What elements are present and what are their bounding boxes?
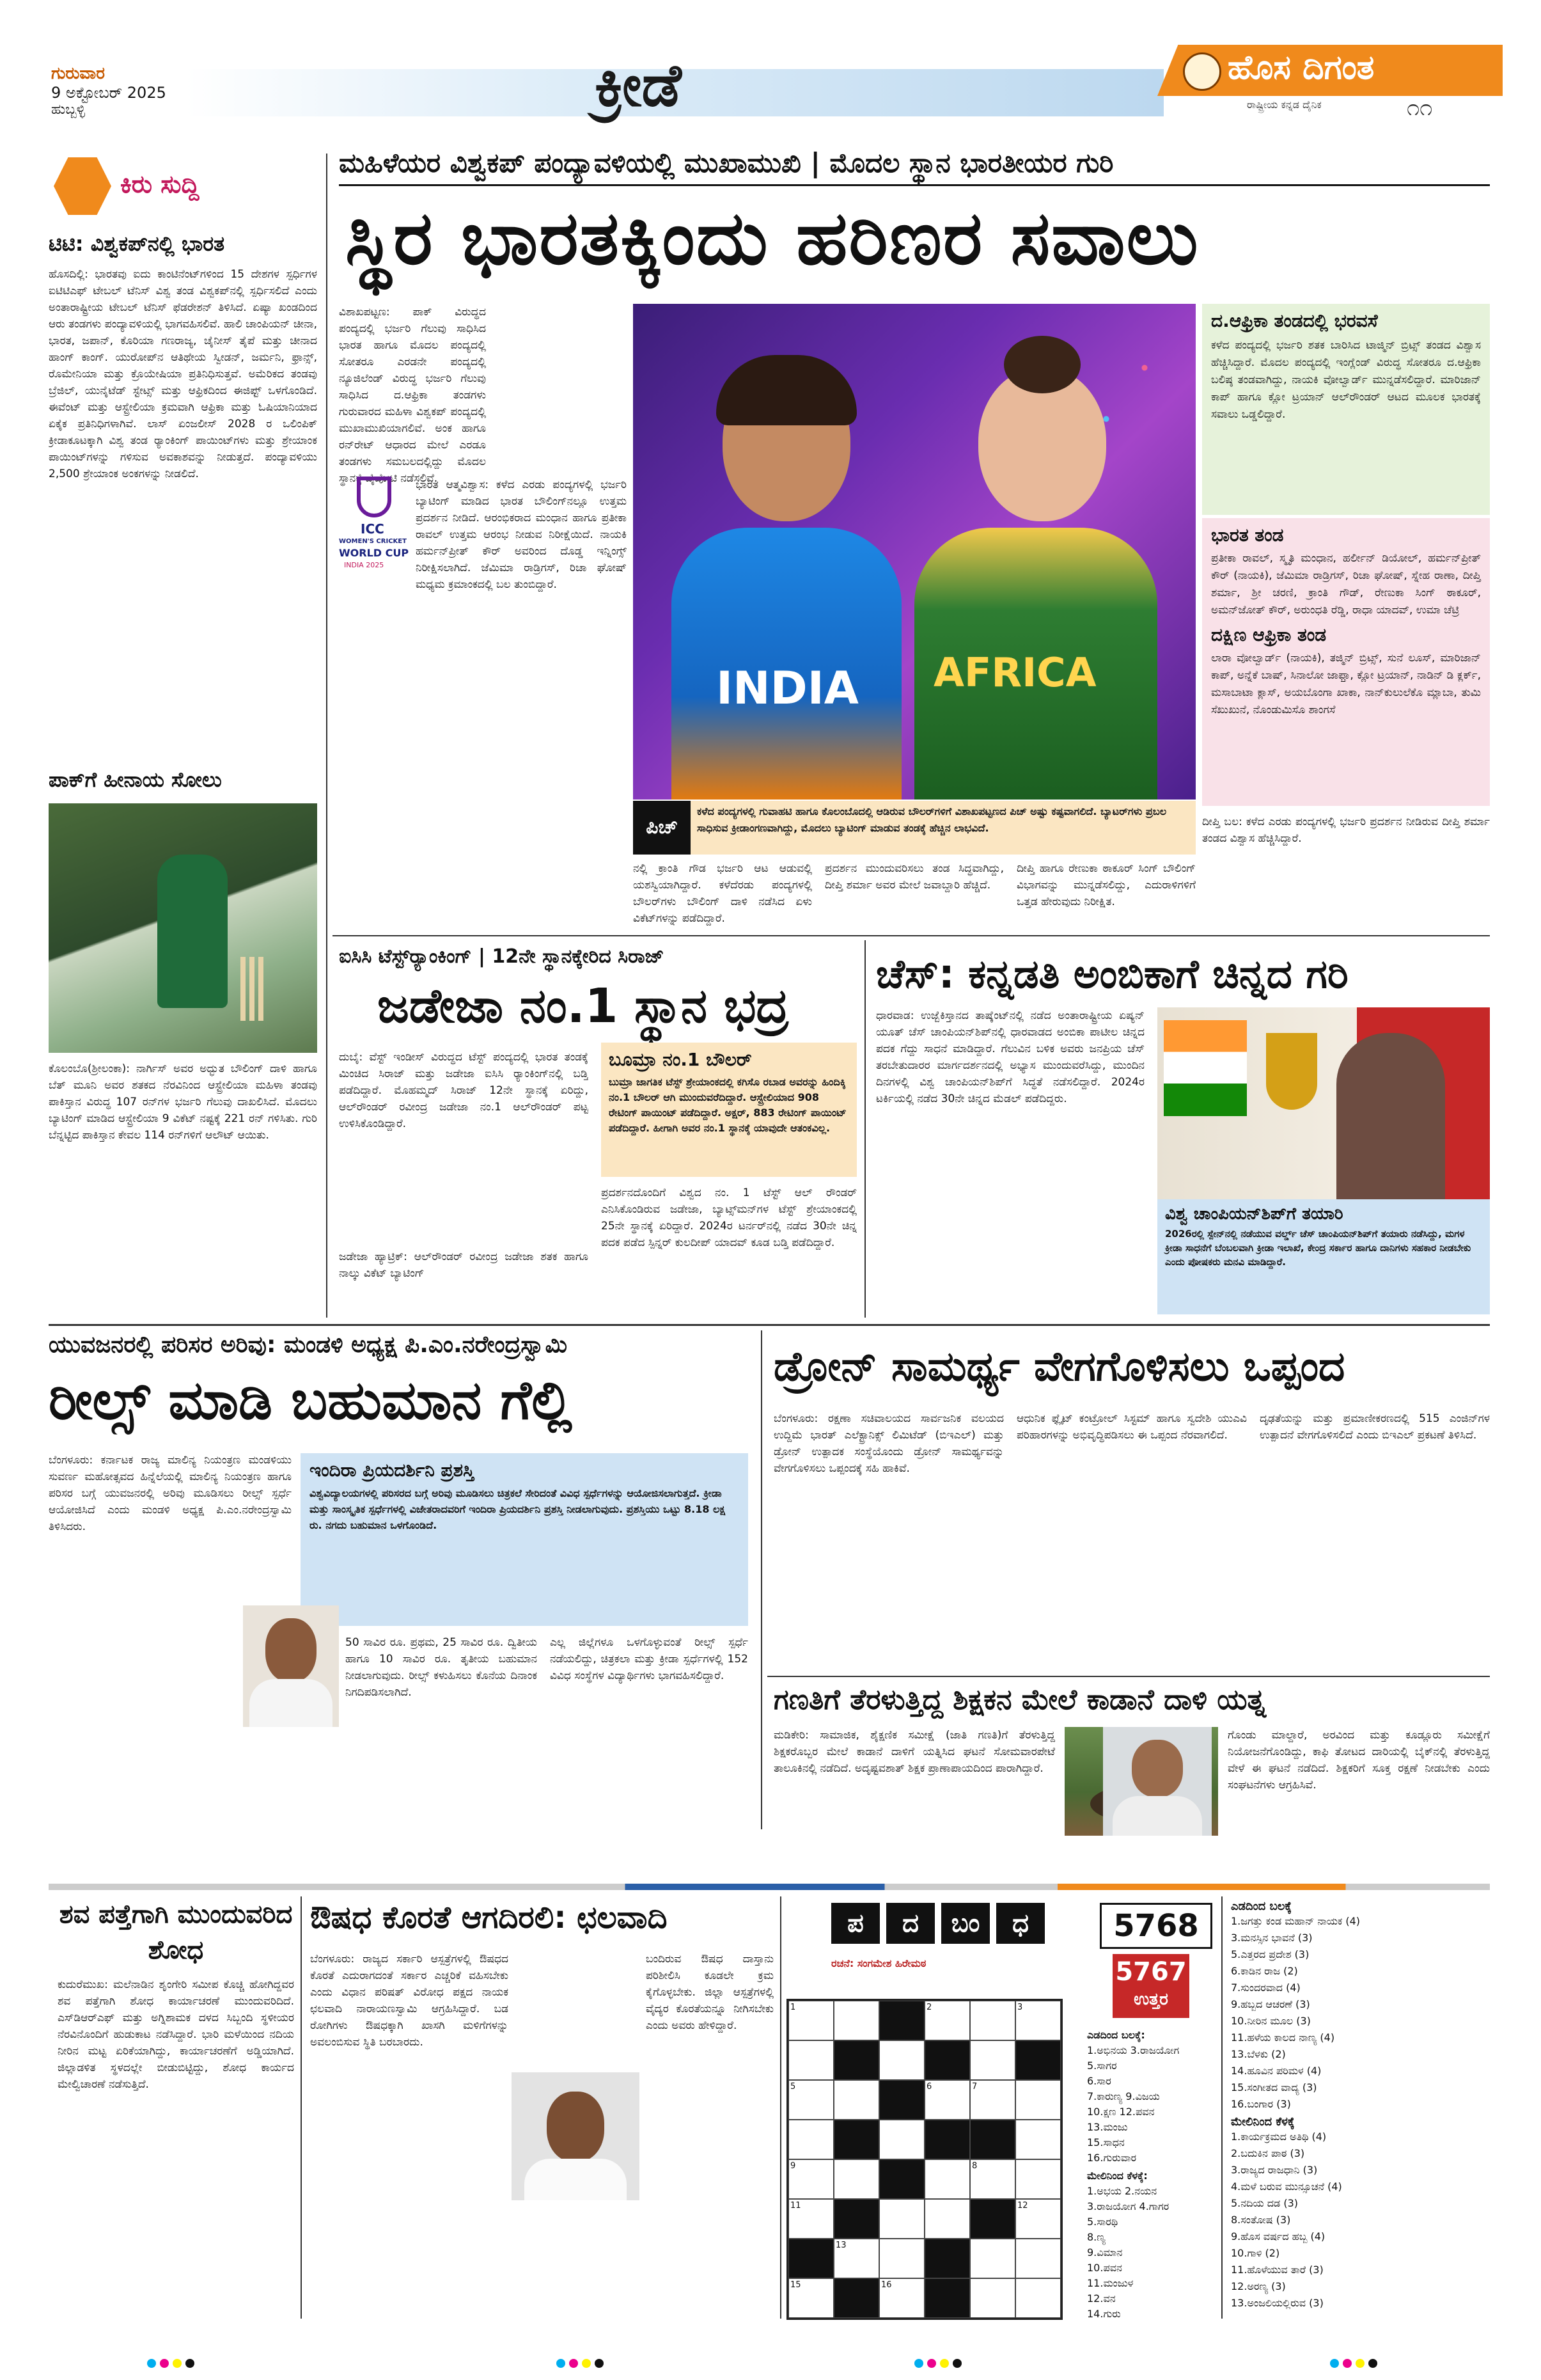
column-divider-5 (780, 1896, 781, 2319)
clue-item: 12.ಅರಣ್ಯ (3) (1231, 2280, 1286, 2292)
caption-text: ಕಳೆದ ಪಂದ್ಯಗಳಲ್ಲಿ ಗುವಾಹಟಿ ಹಾಗೂ ಕೊಲಂಬೊದಲ್ಲಿ ಆಡಿರುವ ಬೌಲರ್‌ಗಳಿಗೆ ವಿಶಾಖಪಟ್ಟಣದ ಪಿಚ್ ಅಷ್ಟು ಕಷ್ಟವಾಗಲಿದೆ. ಬ್ಯಾಟರ್‌ಗಳು ಪ್ರಬಲ ಸಾಧಿಸುವ ಕ್ರೀಡಾಂಗಣವಾಗಿದ್ದು, ಮೊದಲು ಬ್ಯಾಟಿಂಗ್ ಮಾಡುವ ತಂಡಕ್ಕೆ ಹೆಚ್ಚಿನ ಲಾಭವಿದೆ. (697, 805, 1167, 834)
crossword-cell[interactable]: 9 (788, 2159, 834, 2199)
teacher-headline: ಗಣತಿಗೆ ತೆರಳುತ್ತಿದ್ದ ಶಿಕ್ಷಕನ ಮೇಲೆ ಕಾಡಾನೆ ದಾಳಿ ಯತ್ನ (774, 1683, 1266, 1716)
reg-dot (914, 2359, 923, 2368)
clue-item: 14.ಹೂವಿನ ಪರಿಮಳ (4) (1231, 2065, 1322, 2077)
reg-dot (147, 2359, 156, 2368)
clue-item: 7.ಸುಂದರವಾದ (4) (1231, 1982, 1301, 1994)
medicine-body1: ಬೆಂಗಳೂರು: ರಾಜ್ಯದ ಸರ್ಕಾರಿ ಆಸ್ಪತ್ರೆಗಳಲ್ಲಿ ಔಷಧದ ಕೊರತೆ ಎದುರಾಗದಂತೆ ಸರ್ಕಾರ ಎಚ್ಚರಿಕೆ ವಹಿಸಬೇಕು ಎಂದು ವಿಧಾನ ಪರಿಷತ್ ವಿರೋಧ ಪಕ್ಷದ ನಾಯಕ ಛಲವಾದಿ ನಾರಾಯಣಸ್ವಾಮಿ ಆಗ್ರಹಿಸಿದ್ದಾರೆ. ಬಡ ರೋಗಿಗಳು ಔಷಧಕ್ಕಾಗಿ ಖಾಸಗಿ ಮಳಿಗೆಗಳನ್ನು ಅವಲಂಬಿಸುವ ಸ್ಥಿತಿ ಬರಬಾರದು. (310, 1953, 508, 2049)
clue-item: 13.ಅಂಜಲಿಯಲ್ಲಿರುವ (3) (1231, 2297, 1324, 2309)
crossword-block (1015, 2040, 1061, 2080)
answers-across-list (1087, 2043, 1215, 2166)
crossword-cell[interactable] (788, 2040, 834, 2080)
hand-icon (54, 157, 111, 215)
kiru-suddi-label: ಕಿರು ಸುದ್ದಿ (120, 170, 199, 198)
clue-item: 1.ಜಗತ್ತು ಕಂಡ ಮಹಾನ್ ನಾಯಕ (4) (1231, 1915, 1361, 1927)
crossword-cell[interactable] (879, 2239, 925, 2278)
chess-photo-caption: 2026ರಲ್ಲಿ ಸ್ಪೇನ್‌ನಲ್ಲಿ ನಡೆಯುವ ವರ್ಲ್ಡ್ ಚೆಸ್ ಚಾಂಪಿಯನ್‌ಶಿಪ್‌ಗೆ ತಯಾರು ನಡೆಸಿದ್ದು, ಮಗಳ ಕ್ರೀಡಾ ಸಾಧನೆಗೆ ಬೆಂಬಲವಾಗಿ ಕ್ರೀಡಾ ಇಲಾಖೆ, ಕೇಂದ್ರ ಸರ್ಕಾರ ಹಾಗೂ ದಾನಿಗಳು ಸಹಕಾರ ನೀಡಬೇಕು ಎಂದು ಪೋಷಕರು ಮನವಿ ಮಾಡಿದ್ದಾರೆ. (1165, 1228, 1471, 1268)
column-divider-2 (864, 940, 866, 1318)
drone-headline: ಡ್ರೋನ್ ಸಾಮರ್ಥ್ಯ ವೇಗಗೊಳಿಸಲು ಒಪ್ಪಂದ (774, 1343, 1345, 1391)
box-sa2-title: ದಕ್ಷಿಣ ಆಫ್ರಿಕಾ ತಂಡ (1211, 624, 1327, 645)
sa-jersey-text: AFRICA (934, 649, 1097, 696)
tt-headline: ಟಿಟಿ: ವಿಶ್ವಕಪ್‌ನಲ್ಲಿ ಭಾರತ (49, 232, 225, 256)
across-heading: ಎಡದಿಂದ ಬಲಕ್ಕೆ (1231, 1900, 1292, 1913)
column-divider-3 (761, 1330, 762, 1829)
answers-block (1087, 2028, 1215, 2322)
crossword-cell[interactable]: 5 (788, 2080, 834, 2120)
clues-block (1231, 1900, 1490, 2322)
masthead-date: 9 ಅಕ್ಟೋಬರ್ 2025 (51, 84, 166, 102)
bumrah-box (601, 1043, 857, 1177)
crossword-cell[interactable]: 3 (1015, 2001, 1061, 2040)
lead-kicker: ಮಹಿಳೆಯರ ವಿಶ್ವಕಪ್ ಪಂದ್ಯಾವಳಿಯಲ್ಲಿ ಮುಖಾಮುಖಿ | ಮೊದಲ ಸ್ಥಾನ ಭಾರತೀಯರ ಗುರಿ (339, 147, 1490, 186)
bumrah-box-body: ಬುಮ್ರಾ ಜಾಗತಿಕ ಟೆಸ್ಟ್ ಶ್ರೇಯಾಂಕದಲ್ಲಿ ಕಗಿಸೊ ರಬಾಡ ಅವರನ್ನು ಹಿಂದಿಕ್ಕಿ ನಂ.1 ಬೌಲರ್ ಆಗಿ ಮುಂದುವರೆದಿದ್ದಾರೆ. ಆಸ್ಟ್ರೇಲಿಯಾದ 908 ರೇಟಿಂಗ್ ಪಾಯಿಂಟ್ ಪಡೆದಿದ್ದಾರೆ. ಅಕ್ಷರ್, 883 ರೇಟಿಂಗ್ ಪಾಯಿಂಟ್ ಪಡೆದಿದ್ದಾರೆ. ಹೀಗಾಗಿ ಅವರ ನಂ.1 ಸ್ಥಾನಕ್ಕೆ ಯಾವುದೇ ಆತಂಕವಿಲ್ಲ. (609, 1076, 847, 1134)
answers-across-heading: ಎಡದಿಂದ ಬಲಕ್ಕೆ: (1087, 2029, 1145, 2041)
indira-box-body: ವಿಶ್ವವಿದ್ಯಾಲಯಗಳಲ್ಲಿ ಪರಿಸರದ ಬಗ್ಗೆ ಅರಿವು ಮೂಡಿಸಲು ಚಿತ್ರಕಲೆ ಸೇರಿದಂತೆ ವಿವಿಧ ಸ್ಪರ್ಧೆಗಳನ್ನು ಆಯೋಜಿಸಲಾಗುತ್ತದೆ. ಕ್ರೀಡಾ ಮತ್ತು ಸಾಂಸ್ಕೃತಿಕ ಸ್ಪರ್ಧೆಗಳಲ್ಲಿ ವಿಜೇತರಾದವರಿಗೆ ಇಂದಿರಾ ಪ್ರಿಯದರ್ಶಿನಿ ಪ್ರಶಸ್ತಿ ನೀಡಲಾಗುವುದು. ಪ್ರಶಸ್ತಿಯು ಒಟ್ಟು 8.18 ಲಕ್ಷ ರು. ನಗದು ಬಹುಮಾನ ಒಳಗೊಂಡಿದೆ. (309, 1487, 726, 1531)
clue-item: 12.ವನ (1087, 2292, 1116, 2305)
logo-india: INDIA 2025 (344, 561, 384, 569)
indian-flag (1164, 1020, 1247, 1116)
clue-item: 10.ನೀರಿನ ಮೂಲ (3) (1231, 2015, 1311, 2027)
drone-body3: ದೃಢತೆಯನ್ನು ಮತ್ತು ಪ್ರಮಾಣೀಕರಣದಲ್ಲಿ 515 ಎಂಜಿನ್‌ಗಳ ಉತ್ಪಾದನೆ ವೇಗಗೊಳಿಸಲಿದೆ ಎಂದು ಬಿಇಎಲ್ ಪ್ರಕಟಣೆ ತಿಳಿಸಿದೆ. (1260, 1412, 1490, 1442)
hr-drone (767, 1676, 1490, 1677)
reg-dot (173, 2359, 182, 2368)
down-clues (1231, 2129, 1490, 2312)
puzzle-title-cell: ಧ (996, 1903, 1045, 1944)
reels-body1: ಬೆಂಗಳೂರು: ಕರ್ನಾಟಕ ರಾಜ್ಯ ಮಾಲಿನ್ಯ ನಿಯಂತ್ರಣ ಮಂಡಳಿಯು ಸುವರ್ಣ ಮಹೋತ್ಸವದ ಹಿನ್ನೆಲೆಯಲ್ಲಿ ಮಾಲಿನ್ಯ ನಿಯಂತ್ರಣ ಹಾಗೂ ಪರಿಸರ ಬಗ್ಗೆ ಯುವಜನರಲ್ಲಿ ಅರಿವು ಮೂಡಿಸಲು ರೀಲ್ಸ್ ಸ್ಪರ್ಧೆ ಆಯೋಜಿಸಿದೆ ಎಂದು ಮಂಡಳಿ ಅಧ್ಯಕ್ಷ ಪಿ.ಎಂ.ನರೇಂದ್ರಸ್ವಾಮಿ ತಿಳಿಸಿದರು. (49, 1454, 292, 1533)
stumps (240, 957, 266, 1021)
answers-down-heading: ಮೇಲಿನಿಂದ ಕೆಳಕ್ಕೆ: (1087, 2170, 1148, 2182)
clue-item: 6.ಸಾರ (1087, 2075, 1111, 2087)
medicine-body2: ಬಂದಿರುವ ಔಷಧ ದಾಸ್ತಾನು ಪರಿಶೀಲಿಸಿ ಕೂಡಲೇ ಕ್ರಮ ಕೈಗೊಳ್ಳಬೇಕು. ಜಿಲ್ಲಾ ಆಸ್ಪತ್ರೆಗಳಲ್ಲಿ ವೈದ್ಯರ ಕೊರತೆಯನ್ನೂ ನೀಗಿಸಬೇಕು ಎಂದು ಅವರು ಹೇಳಿದ್ದಾರೆ. (646, 1953, 774, 2032)
clue-item: 3.ರಾಜ್ಯದ ರಾಜಧಾನಿ (3) (1231, 2164, 1318, 2176)
shirt (249, 1679, 332, 1727)
clue-item: 1.ಅಭಿನಯ 3.ರಾಜಯೋಗ (1087, 2044, 1180, 2056)
narendraswamy-photo (243, 1605, 339, 1727)
reg-dot (595, 2359, 604, 2368)
crossword-cell[interactable] (834, 2001, 879, 2040)
chess-headline: ಚೆಸ್: ಕನ್ನಡತಿ ಅಂಬಿಕಾಗೆ ಚಿನ್ನದ ಗರಿ (876, 950, 1349, 997)
crossword-cell[interactable]: 12 (1015, 2199, 1061, 2239)
crossword-cell[interactable] (1015, 2120, 1061, 2159)
clue-item: 1.ಕಾರ್ಯಕ್ರಮದ ಅತಿಥಿ (4) (1231, 2131, 1327, 2143)
lead-body-col5: ದೀಪ್ತಿ ಹಾಗೂ ರೇಣುಕಾ ಠಾಕೂರ್ ಸಿಂಗ್ ಬೌಲಿಂಗ್ ವಿಭಾಗವನ್ನು ಮುನ್ನಡೆಸಲಿದ್ದು, ಎದುರಾಳಿಗಳಿಗೆ ಒತ್ತಡ ಹೇರುವುದು ನಿರೀಕ್ಷಿತ. (1017, 862, 1196, 908)
clue-item: 11.ಹಳೆಯ ಕಾಲದ ನಾಣ್ಯ (4) (1231, 2031, 1335, 2044)
india-jersey-text: INDIA (716, 662, 859, 714)
clue-item: 13.ಬೆಳಕು (2) (1231, 2048, 1286, 2060)
crossword-block (834, 2278, 879, 2318)
crossword-block (925, 2040, 970, 2080)
crossword-cell[interactable] (970, 2278, 1015, 2318)
down-heading: ಮೇಲಿನಿಂದ ಕೆಳಕ್ಕೆ (1231, 2115, 1295, 2129)
crossword-cell[interactable]: 11 (788, 2199, 834, 2239)
india-player-hair (716, 355, 857, 425)
hr-lead (332, 935, 1490, 936)
clue-item: 5.ಎತ್ತರದ ಪ್ರದೇಶ (3) (1231, 1948, 1310, 1960)
box-india-title: ಭಾರತ ತಂಡ (1211, 524, 1284, 546)
reg-dot (1356, 2359, 1365, 2368)
crossword-block (925, 2120, 970, 2159)
crossword-cell[interactable]: 2 (925, 2001, 970, 2040)
lead-photo (633, 304, 1196, 800)
color-strip (49, 1884, 1490, 1890)
crossword-cell[interactable] (879, 2120, 925, 2159)
lead-body-col4: ಪ್ರದರ್ಶನ ಮುಂದುವರಿಸಲು ತಂಡ ಸಿದ್ಧವಾಗಿದ್ದು, ದೀಪ್ತಿ ಶರ್ಮಾ ಅವರ ಮೇಲೆ ಜವಾಬ್ದಾರಿ ಹೆಚ್ಚಿದೆ. (825, 862, 1004, 892)
clue-item: 5.ಸಾರಥಿ (1087, 2216, 1118, 2228)
crossword-cell[interactable] (834, 2159, 879, 2199)
icc-headline: ಜಡೇಜಾ ನಂ.1 ಸ್ಥಾನ ಭದ್ರ (377, 979, 789, 1034)
clue-item: 4.ಮಳೆ ಬರುವ ಮುನ್ಸೂಚನೆ (4) (1231, 2180, 1342, 2193)
pak-headline: ಪಾಕ್‌ಗೆ ಹೀನಾಯ ಸೋಲು (49, 768, 222, 792)
crossword-cell[interactable] (970, 2040, 1015, 2080)
date-block (51, 64, 179, 118)
chalavadi-face (547, 2092, 604, 2162)
caption-tag: ಪಿಚ್ (633, 801, 691, 855)
reg-dot (185, 2359, 194, 2368)
kiru-suddi-column (49, 154, 317, 1279)
puzzle-number-prev: 5767 (1115, 1957, 1187, 1987)
clue-item: 8.ಸಂತೋಷ (3) (1231, 2214, 1291, 2226)
masthead-day: ಗುರುವಾರ (51, 64, 105, 83)
drone-body2: ಆಧುನಿಕ ಫ್ಲೈಟ್ ಕಂಟ್ರೋಲ್ ಸಿಸ್ಟಮ್ ಹಾಗೂ ಸ್ವದೇಶಿ ಯುಎವಿ ಪರಿಹಾರಗಳನ್ನು ಅಭಿವೃದ್ಧಿಪಡಿಸಲು ಈ ಒಪ್ಪಂದ ನೆರವಾಗಲಿದೆ. (1017, 1412, 1247, 1442)
teacher-face (1132, 1740, 1183, 1797)
reg-dot (582, 2359, 591, 2368)
paper-tagline: ರಾಷ್ಟ್ರೀಯ ಕನ್ನಡ ದೈನಿಕ (1247, 99, 1322, 111)
box-sa-hope-body: ಕಳೆದ ಪಂದ್ಯದಲ್ಲಿ ಭರ್ಜರಿ ಶತಕ ಬಾರಿಸಿದ ಟಾಜ್ಮಿನ್ ಬ್ರಿಟ್ಸ್ ತಂಡದ ವಿಶ್ವಾಸ ಹೆಚ್ಚಿಸಿದ್ದಾರೆ. ಮೊದಲ ಪಂದ್ಯದಲ್ಲಿ ಇಂಗ್ಲೆಂಡ್ ವಿರುದ್ಧ ಸೋತರೂ ದ.ಆಫ್ರಿಕಾ ಬಲಿಷ್ಠ ತಂಡವಾಗಿದ್ದು, ನಾಯಕಿ ವೋಲ್ವಾರ್ಡ್ ಮುನ್ನಡೆಸಲಿದ್ದಾರೆ. ಮಾರಿಜಾನ್ ಕಾಪ್ ಹಾಗೂ ಕ್ಲೋ ಟ್ರಯಾನ್ ಆಲ್‌ರೌಂಡರ್ ಆಟದ ಮೂಲಕ ಭಾರತಕ್ಕೆ ಸವಾಲು ಒಡ್ಡಲಿದ್ದಾರೆ. (1211, 339, 1481, 421)
chalavadi-shirt (524, 2159, 627, 2200)
icc-kicker: ಐಸಿಸಿ ಟೆಸ್ಟ್‌ರ‍್ಯಾಂಕಿಂಗ್ | 12ನೇ ಸ್ಥಾನಕ್ಕೇರಿದ ಸಿರಾಜ್ (339, 945, 664, 968)
reg-dot (1343, 2359, 1352, 2368)
teacher-body2: ಗೊಂಡು ಮಾಲ್ದಾರೆ, ಅರವಿಂದ ಮತ್ತು ಕೂಡ್ಲೂರು ಸಮೀಕ್ಷೆಗೆ ನಿಯೋಜನೆಗೊಂಡಿದ್ದು, ಕಾಫಿ ತೋಟದ ದಾರಿಯಲ್ಲಿ ಬೈಕ್‌ನಲ್ಲಿ ತೆರಳುತ್ತಿದ್ದ ವೇಳೆ ಈ ಘಟನೆ ನಡೆದಿದೆ. ಶಿಕ್ಷಕರಿಗೆ ಸೂಕ್ತ ರಕ್ಷಣೆ ನೀಡಬೇಕು ಎಂದು ಸಂಘಟನೆಗಳು ಆಗ್ರಹಿಸಿವೆ. (1228, 1729, 1490, 1792)
clue-item: 11.ಮಂಜುಳ (1087, 2277, 1134, 2289)
box-sa-hope (1202, 304, 1490, 515)
crossword-cell[interactable] (788, 2120, 834, 2159)
logo-icc: ICC (361, 521, 384, 537)
puzzle-number-prev-box (1113, 1954, 1189, 2018)
box-india-body: ಪ್ರತೀಕಾ ರಾವಲ್, ಸ್ಮೃತಿ ಮಂಧಾನ, ಹರ್ಲೀನ್ ಡಿಯೋಲ್, ಹರ್ಮನ್‌ಪ್ರೀತ್ ಕೌರ್ (ನಾಯಕಿ), ಜೆಮಿಮಾ ರಾಡ್ರಿಗಸ್, ರಿಚಾ ಘೋಷ್, ಸ್ನೇಹ ರಾಣಾ, ದೀಪ್ತಿ ಶರ್ಮಾ, ಶ್ರೀ ಚರಣಿ, ಕ್ರಾಂತಿ ಗೌಡ್, ರೇಣುಕಾ ಸಿಂಗ್ ಠಾಕೂರ್, ಅಮನ್‌ಜೋತ್ ಕೌರ್, ಅರುಂಧತಿ ರೆಡ್ಡಿ, ರಾಧಾ ಯಾದವ್, ಉಮಾ ಚೆಟ್ರಿ (1211, 552, 1481, 617)
logo-womens: WOMEN'S CRICKET (339, 538, 407, 545)
reels-headline: ರೀಲ್ಸ್ ಮಾಡಿ ಬಹುಮಾನ ಗೆಲ್ಲಿ (49, 1369, 572, 1431)
indira-box (301, 1453, 748, 1626)
clue-item: 11.ಹೊಳೆಯುವ ತಾರೆ (3) (1231, 2264, 1324, 2276)
clue-item: 9.ಹಬ್ಬದ ಆಚರಣೆ (3) (1231, 1998, 1310, 2010)
bumrah-box-title: ಬೂಮ್ರಾ ನಂ.1 ಬೌಲರ್ (609, 1049, 752, 1070)
wc-logo (339, 477, 409, 579)
crossword-cell[interactable] (879, 2199, 925, 2239)
clue-item: 10.ಪವನ (1087, 2262, 1122, 2274)
crossword-cell[interactable]: 15 (788, 2278, 834, 2318)
pak-body: ಕೊಲಂಬೊ(ಶ್ರೀಲಂಕಾ): ನಾರ್ಗಿಸ್ ಅವರ ಅದ್ಭುತ ಬೌಲಿಂಗ್ ದಾಳಿ ಹಾಗೂ ಬೆತ್ ಮೂನಿ ಅವರ ಶತಕದ ನೆರವಿನಿಂದ ಆಸ್ಟ್ರೇಲಿಯಾ ಮಹಿಳಾ ತಂಡವು ಪಾಕಿಸ್ತಾನ ವಿರುದ್ಧ 107 ರನ್‌ಗಳ ಭರ್ಜರಿ ಗೆಲುವು ದಾಖಲಿಸಿದೆ. ಮೊದಲು ಬ್ಯಾಟಿಂಗ್ ಮಾಡಿದ ಆಸ್ಟ್ರೇಲಿಯಾ 9 ವಿಕೆಟ್ ನಷ್ಟಕ್ಕೆ 221 ರನ್ ಗಳಿಸಿತು. ಗುರಿ ಬೆನ್ನಟ್ಟಿದ ಪಾಕಿಸ್ತಾನ ಕೇವಲ 114 ರನ್‌ಗಳಿಗೆ ಆಲೌಟ್ ಆಯಿತು. (49, 1062, 317, 1142)
indira-box-title: ಇಂದಿರಾ ಪ್ರಿಯದರ್ಶಿನಿ ಪ್ರಶಸ್ತಿ (309, 1460, 474, 1481)
clue-item: 8.ಣ್ಯ (1087, 2231, 1106, 2243)
logo-world-cup: WORLD CUP (339, 547, 409, 559)
crossword-block (834, 2120, 879, 2159)
section-title: ಕ್ರೀಡೆ (595, 51, 682, 120)
across-clues (1231, 1913, 1490, 2113)
crossword-block (925, 2239, 970, 2278)
teacher-shirt (1113, 1796, 1202, 1836)
puzzle-title-cell: ಬಂ (941, 1903, 990, 1944)
crossword-cell[interactable] (1015, 2239, 1061, 2278)
puzzle-title-cell: ಪ (831, 1903, 880, 1944)
crossword-block (879, 2001, 925, 2040)
crossword-grid[interactable] (786, 1999, 1063, 2320)
masthead-place: ಹುಬ್ಬಳ್ಳಿ (51, 102, 86, 118)
crossword-cell[interactable] (970, 2001, 1015, 2040)
chess-body: ಧಾರವಾಡ: ಉಜ್ಬೆಕಿಸ್ತಾನದ ತಾಷ್ಕೆಂಟ್‌ನಲ್ಲಿ ನಡೆದ ಅಂತಾರಾಷ್ಟ್ರೀಯ ಏಷ್ಯನ್ ಯೂತ್ ಚೆಸ್ ಚಾಂಪಿಯನ್‌ಶಿಪ್‌ನಲ್ಲಿ ಧಾರವಾಡದ ಅಂಬಿಕಾ ಪಾಟೀಲ ಚಿನ್ನದ ಪದಕ ಗೆದ್ದು ಸಾಧನೆ ಮಾಡಿದ್ದಾರೆ. ಗೆಲುವಿನ ಬಳಿಕ ಅವರು ಜನಪ್ರಿಯ ಚೆಸ್ ತರಬೇತುದಾರರ ಮಾರ್ಗದರ್ಶನದಲ್ಲಿ ಅಭ್ಯಾಸ ಮುಂದುವರೆಸಿದ್ದು, ಮುಂದಿನ ದಿನಗಳಲ್ಲಿ ವಿಶ್ವ ಚಾಂಪಿಯನ್‌ಶಿಪ್‌ಗೆ ಸಿದ್ಧತೆ ನಡೆಸಲಿದ್ದಾರೆ. 2024ರ ಟರ್ಕಿಯಲ್ಲಿ ನಡೆದ 30ನೇ ಚಿನ್ನದ ಮೆಡಲ್ ಪಡೆದಿದ್ದರು. (876, 1009, 1145, 1105)
chess-photo-title: ವಿಶ್ವ ಚಾಂಪಿಯನ್‌ಶಿಪ್‌ಗೆ ತಯಾರಿ (1165, 1204, 1343, 1224)
chess-player (1336, 1033, 1445, 1199)
crossword-cell[interactable] (925, 2199, 970, 2239)
pak-photo (49, 803, 317, 1053)
medicine-headline: ಔಷಧ ಕೊರತೆ ಆಗದಿರಲಿ: ಛಲವಾದಿ (310, 1900, 668, 1935)
crossword-block (834, 2199, 879, 2239)
box-sa-hope-title: ದ.ಆಫ್ರಿಕಾ ತಂಡದಲ್ಲಿ ಭರವಸೆ (1211, 310, 1378, 331)
clue-item: 9.ಹೊಸ ವರ್ಷದ ಹಬ್ಬ (4) (1231, 2230, 1326, 2242)
crossword-cell[interactable] (1015, 2080, 1061, 2120)
crossword-cell[interactable] (879, 2040, 925, 2080)
clue-item: 6.ಕಾಡಿನ ರಾಜ (2) (1231, 1965, 1298, 1977)
reg-dot (927, 2359, 936, 2368)
crossword-cell[interactable]: 13 (834, 2239, 879, 2278)
clue-item: 15.ಸಾಧನ (1087, 2136, 1125, 2148)
reels-kicker: ಯುವಜನರಲ್ಲಿ ಪರಿಸರ ಅರಿವು: ಮಂಡಳಿ ಅಧ್ಯಕ್ಷ ಪಿ.ಎಂ.ನರೇಂದ್ರಸ್ವಾಮಿ (49, 1332, 567, 1358)
crossword-cell[interactable]: 16 (879, 2278, 925, 2318)
clue-item: 10.ಗಾಳಿ (2) (1231, 2247, 1280, 2259)
reg-dot (940, 2359, 949, 2368)
puzzle-title-cell: ದ (886, 1903, 935, 1944)
lead-body-col2: ಭಾರತ ಆತ್ಮವಿಶ್ವಾಸ: ಕಳೆದ ಎರಡು ಪಂದ್ಯಗಳಲ್ಲಿ ಭರ್ಜರಿ ಬ್ಯಾಟಿಂಗ್ ಮಾಡಿದ ಭಾರತ ಬೌಲಿಂಗ್‌ನಲ್ಲೂ ಉತ್ತಮ ಪ್ರದರ್ಶನ ನೀಡಿದೆ. ಆರಂಭಿಕರಾದ ಮಂಧಾನ ಹಾಗೂ ಪ್ರತೀಕಾ ರಾವಲ್ ಉತ್ತಮ ಆರಂಭ ನೀಡುವ ನಿರೀಕ್ಷೆಯಿದೆ. ನಾಯಕಿ ಹರ್ಮನ್‌ಪ್ರೀತ್ ಕೌರ್ ಅವರಿಂದ ದೊಡ್ಡ ಇನ್ನಿಂಗ್ಸ್ ನಿರೀಕ್ಷಿಸಲಾಗಿದೆ. ಜೆಮಿಮಾ ರಾಡ್ರಿಗಸ್, ರಿಚಾ ಘೋಷ್ ಮಧ್ಯಮ ಕ್ರಮಾಂಕದಲ್ಲಿ ಬಲ ತುಂಬಿದ್ದಾರೆ. (416, 478, 627, 591)
clue-item: 15.ಸಂಗೀತದ ವಾದ್ಯ (3) (1231, 2081, 1317, 2093)
reels-body2: 50 ಸಾವಿರ ರೂ. ಪ್ರಥಮ, 25 ಸಾವಿರ ರೂ. ದ್ವಿತೀಯ ಹಾಗೂ 10 ಸಾವಿರ ರೂ. ತೃತೀಯ ಬಹುಮಾನ ನೀಡಲಾಗುವುದು. ರೀಲ್ಸ್ ಕಳುಹಿಸಲು ಕೊನೆಯ ದಿನಾಂಕ ನಿಗದಿಪಡಿಸಲಾಗಿದೆ. (345, 1636, 537, 1699)
trophy-icon (1266, 1033, 1317, 1110)
puzzle-author: ರಚನೆ: ಸಂಗಮೇಶ ಹಿರೇಮಠ (831, 1957, 927, 1969)
sa-player-hair (1004, 336, 1081, 393)
lead-body-col3: ನಲ್ಲಿ ಕ್ರಾಂತಿ ಗೌಡ ಭರ್ಜರಿ ಆಟ ಆಡುವಲ್ಲಿ ಯಶಸ್ವಿಯಾಗಿದ್ದಾರೆ. ಕಳೆದೆರಡು ಪಂದ್ಯಗಳಲ್ಲಿ ಬೌಲರ್‌ಗಳು ಬೌಲಿಂಗ್ ದಾಳಿ ನಡೆಸಿದ ಏಳು ವಿಕೆಟ್‌ಗಳನ್ನು ಪಡೆದಿದ್ದಾರೆ. (633, 862, 812, 925)
logo-flame-icon (1183, 52, 1221, 91)
crossword-block (970, 2199, 1015, 2239)
column-divider-6 (1221, 1896, 1223, 2319)
teacher-body: ಮಡಿಕೇರಿ: ಸಾಮಾಜಿಕ, ಶೈಕ್ಷಣಿಕ ಸಮೀಕ್ಷೆ (ಜಾತಿ ಗಣತಿ)ಗೆ ತೆರಳುತ್ತಿದ್ದ ಶಿಕ್ಷಕರೊಬ್ಬರ ಮೇಲೆ ಕಾಡಾನೆ ದಾಳಿಗೆ ಯತ್ನಿಸಿದ ಘಟನೆ ಸೋಮವಾರಪೇಟೆ ತಾಲೂಕಿನಲ್ಲಿ ನಡೆದಿದೆ. ಅದೃಷ್ಟವಶಾತ್ ಶಿಕ್ಷಕ ಪ್ರಾಣಾಪಾಯದಿಂದ ಪಾರಾಗಿದ್ದಾರೆ. (774, 1729, 1055, 1775)
clue-item: 3.ರಾಜಯೋಗ 4.ಗಾಗರ (1087, 2200, 1169, 2212)
clue-item: 14.ಗುರು (1087, 2308, 1121, 2320)
icc-body1: ದುಬೈ: ವೆಸ್ಟ್ ಇಂಡೀಸ್ ವಿರುದ್ಧದ ಟೆಸ್ಟ್ ಪಂದ್ಯದಲ್ಲಿ ಭಾರತ ತಂಡಕ್ಕೆ ಮಿಂಚಿದ ಸಿರಾಜ್ ಮತ್ತು ಜಡೇಜಾ ಐಸಿಸಿ ರ‍್ಯಾಂಕಿಂಗ್‌ನಲ್ಲಿ ಬಡ್ತಿ ಪಡೆದಿದ್ದಾರೆ. ಮೊಹಮ್ಮದ್ ಸಿರಾಜ್ 12ನೇ ಸ್ಥಾನಕ್ಕೆ ಏರಿದ್ದು, ಆಲ್‌ರೌಂಡರ್ ರವೀಂದ್ರ ಜಡೇಜಾ ನಂ.1 ಆಲ್‌ರೌಂಡರ್ ಪಟ್ಟ ಉಳಿಸಿಕೊಂಡಿದ್ದಾರೆ. (339, 1051, 588, 1130)
chess-caption-box (1157, 1199, 1490, 1314)
crossword-block (925, 2278, 970, 2318)
crossword-block (834, 2040, 879, 2080)
crossword-cell[interactable]: 1 (788, 2001, 834, 2040)
crossword-block (788, 2239, 834, 2278)
paper-logo (1157, 45, 1503, 122)
clue-item: 3.ಮನಸ್ಸಿನ ಭಾವನೆ (3) (1231, 1932, 1313, 1944)
cricketer-figure (157, 855, 228, 1008)
crossword-cell[interactable] (834, 2080, 879, 2120)
crossword-block (879, 2159, 925, 2199)
clue-item: 1.ಅಭಯ 2.ನಯನ (1087, 2185, 1157, 2197)
tt-body: ಹೊಸದಿಲ್ಲಿ: ಭಾರತವು ಐದು ಕಾಂಟಿನೆಂಟ್‌ಗಳಿಂದ 15 ದೇಶಗಳ ಸ್ಪರ್ಧಿಗಳ ಐಟಿಟಿಎಫ್ ಟೇಬಲ್ ಟೆನಿಸ್ ವಿಶ್ವ ತಂಡ ವಿಶ್ವಕಪ್‌ನಲ್ಲಿ ಸ್ಪರ್ಧಿಸಲಿದೆ ಎಂದು ಅಂತಾರಾಷ್ಟ್ರೀಯ ಟೇಬಲ್ ಟೆನಿಸ್ ಫೆಡರೇಶನ್ ತಿಳಿಸಿದೆ. ಏಷ್ಯಾ ಖಂಡದಿಂದ ಆರು ತಂಡಗಳು ಪಂದ್ಯಾವಳಿಯಲ್ಲಿ ಭಾಗವಹಿಸಲಿವೆ. ಹಾಲಿ ಚಾಂಪಿಯನ್ ಚೀನಾ, ಭಾರತ, ಜಪಾನ್, ಕೊರಿಯಾ ಗಣರಾಜ್ಯ, ಚೈನೀಸ್ ತೈಪೆ ಮತ್ತು ಚೀನಾದ ಹಾಂಗ್ ಕಾಂಗ್. ಯುರೋಪ್‌ನ ಆತಿಥೇಯ ಸ್ವೀಡನ್, ಜರ್ಮನಿ, ಫ್ರಾನ್ಸ್, ರೊಮೇನಿಯಾ ಮತ್ತು ಕ್ರೊಯೇಷಿಯಾ ಪ್ರತಿನಿಧಿಸುತ್ತವೆ. ಅಮೆರಿಕದ ತಂಡವು ಬ್ರೆಜಿಲ್, ಯುನೈಟೆಡ್ ಸ್ಟೇಟ್ಸ್ ಮತ್ತು ಆಫ್ರಿಕದಿಂದ ಈಜಿಪ್ಟ್ ಒಳಗೊಂಡಿದೆ. ಈವೆಂಟ್ ಮತ್ತು ಆಸ್ಟ್ರೇಲಿಯಾ ಕ್ರಮವಾಗಿ ಆಫ್ರಿಕಾ ಮತ್ತು ಓಷಿಯಾನಿಯಾದ ಏಕೈಕ ಪ್ರತಿನಿಧಿಗಳಾಗಿವೆ. ಲಾಸ್ ಏಂಜಲೀಸ್ 2028 ರ ಒಲಿಂಪಿಕ್ ಕ್ರೀಡಾಕೂಟಕ್ಕಾಗಿ ವಿಶ್ವ ತಂಡ ರ‍್ಯಾಂಕಿಂಗ್ ಪಾಯಿಂಟ್‌ಗಳು ಮತ್ತು ಶ್ರೇಯಾಂಕ ಪಾಯಿಂಟ್‌ಗಳನ್ನು ಗಳಿಸುವ ಅವಕಾಶವನ್ನು ನೀಡುತ್ತದೆ. ಪಂದ್ಯಾವಳಿಯು 2,500 ಶ್ರೇಯಾಂಕ ಅಂಕಗಳನ್ನು ನೀಡಲಿದೆ. (49, 268, 317, 480)
reg-dot (569, 2359, 578, 2368)
clue-item: 10.ಕ್ಷಣ 12.ಪವನ (1087, 2106, 1155, 2118)
clue-item: 16.ಬಂಗಾರ (3) (1231, 2098, 1291, 2110)
box-teams (1202, 518, 1490, 806)
clue-item: 16.ಗುರುವಾರ (1087, 2152, 1137, 2164)
hr-mid (49, 1324, 1490, 1326)
reg-dot (953, 2359, 962, 2368)
icc-body2: ಜಡೇಜಾ ಹ್ಯಾಟ್ರಿಕ್: ಆಲ್‌ರೌಂಡರ್ ರವೀಂದ್ರ ಜಡೇಜಾ ಶತಕ ಹಾಗೂ ನಾಲ್ಕು ವಿಕೆಟ್ ಬ್ಯಾಟಿಂಗ್ (339, 1250, 588, 1280)
registration-marks (0, 2354, 1541, 2373)
lead-deepti-note: ದೀಪ್ತಿ ಬಲ: ಕಳೆದ ಎರಡು ಪಂದ್ಯಗಳಲ್ಲಿ ಭರ್ಜರಿ ಪ್ರದರ್ಶನ ನೀಡಿರುವ ದೀಪ್ತಿ ಶರ್ಮಾ ತಂಡದ ವಿಶ್ವಾಸ ಹೆಚ್ಚಿಸಿದ್ದಾರೆ. (1202, 816, 1490, 845)
teacher-portrait (1103, 1727, 1212, 1836)
clue-item: 5.ನದಿಯ ದಡ (3) (1231, 2197, 1298, 2209)
crossword-cell[interactable] (1015, 2159, 1061, 2199)
crossword-cell[interactable]: 6 (925, 2080, 970, 2120)
trophy-icon (357, 477, 391, 517)
column-divider (326, 154, 327, 1318)
lead-headline: ಸ್ಥಿರ ಭಾರತಕ್ಕಿಂದು ಹರಿಣರ ಸವಾಲು (345, 195, 1200, 281)
sa-player (914, 329, 1157, 800)
india-player (671, 342, 902, 800)
puzzle-number-today: 5768 (1100, 1903, 1212, 1949)
shava-body: ಕುದುರೆಮುಖ: ಮಲೆನಾಡಿನ ಶೃಂಗೇರಿ ಸಮೀಪ ಕೊಚ್ಚಿ ಹೋಗಿದ್ದವರ ಶವ ಪತ್ತೆಗಾಗಿ ಶೋಧ ಕಾರ್ಯಾಚರಣೆ ಮುಂದುವರಿದಿದೆ. ಎಸ್‌ಡಿಆರ್‌ಎಫ್ ಮತ್ತು ಅಗ್ನಿಶಾಮಕ ದಳದ ಸಿಬ್ಬಂದಿ ಸ್ಥಳೀಯರ ನೆರವಿನೊಂದಿಗೆ ಹುಡುಕಾಟ ನಡೆಸಿದ್ದಾರೆ. ಭಾರಿ ಮಳೆಯಿಂದ ನದಿಯ ನೀರಿನ ಮಟ್ಟ ಏರಿಕೆಯಾಗಿದ್ದು, ಕಾರ್ಯಾಚರಣೆಗೆ ಅಡ್ಡಿಯಾಗಿದೆ. ಜಿಲ್ಲಾಡಳಿತ ಸ್ಥಳದಲ್ಲೇ ಬೀಡುಬಿಟ್ಟಿದ್ದು, ಶೋಧ ಕಾರ್ಯದ ಮೇಲ್ವಿಚಾರಣೆ ನಡೆಸುತ್ತಿದೆ. (58, 1978, 294, 2091)
reg-dot (556, 2359, 565, 2368)
shava-headline: ಶವ ಪತ್ತೆಗಾಗಿ ಮುಂದುವರಿದ ಶೋಧ (59, 1900, 293, 1965)
clue-item: 13.ಮಂಜು (1087, 2121, 1128, 2133)
kiru-suddi-header (49, 154, 317, 217)
crossword-cell[interactable] (1015, 2278, 1061, 2318)
masthead (0, 0, 1541, 147)
reg-dot (160, 2359, 169, 2368)
clue-item: 5.ಸಾಗರ (1087, 2060, 1117, 2072)
crossword-cell[interactable]: 7 (970, 2080, 1015, 2120)
chalavadi-photo (512, 2072, 639, 2200)
reels-body3: ಎಲ್ಲ ಜಿಲ್ಲೆಗಳೂ ಒಳಗೊಳ್ಳುವಂತೆ ರೀಲ್ಸ್ ಸ್ಪರ್ಧೆ ನಡೆಯಲಿದ್ದು, ಚಿತ್ರಕಲಾ ಮತ್ತು ಕ್ರೀಡಾ ಸ್ಪರ್ಧೆಗಳಲ್ಲಿ 152 ವಿವಿಧ ಸಂಸ್ಥೆಗಳ ವಿದ್ಯಾರ್ಥಿಗಳು ಭಾಗವಹಿಸಲಿದ್ದಾರೆ. (550, 1636, 748, 1682)
lead-body-col1: ವಿಶಾಖಪಟ್ಟಣ: ಪಾಕ್ ವಿರುದ್ಧದ ಪಂದ್ಯದಲ್ಲಿ ಭರ್ಜರಿ ಗೆಲುವು ಸಾಧಿಸಿದ ಭಾರತ ಹಾಗೂ ಮೊದಲ ಪಂದ್ಯದಲ್ಲಿ ಸೋತರೂ ಎರಡನೇ ಪಂದ್ಯದಲ್ಲಿ ನ್ಯೂಜಿಲೆಂಡ್ ವಿರುದ್ಧ ಭರ್ಜರಿ ಗೆಲುವು ಸಾಧಿಸಿದ ದ.ಆಫ್ರಿಕಾ ತಂಡಗಳು ಗುರುವಾರದ ಮಹಿಳಾ ವಿಶ್ವಕಪ್ ಪಂದ್ಯದಲ್ಲಿ ಮುಖಾಮುಖಿಯಾಗಲಿವೆ. ಅಂಕ ಹಾಗೂ ರನ್‌ರೇಟ್ ಆಧಾರದ ಮೇಲೆ ಎರಡೂ ತಂಡಗಳು ಸಮಬಲದಲ್ಲಿದ್ದು ಮೊದಲ ಸ್ಥಾನಕ್ಕೆ ಪೈಪೋಟಿ ನಡೆಸಲಿವೆ. (339, 306, 486, 485)
crossword-cell[interactable]: 8 (970, 2159, 1015, 2199)
crossword-block (970, 2120, 1015, 2159)
crossword-cell[interactable] (970, 2239, 1015, 2278)
icc-body3: ಪ್ರದರ್ಶನದೊಂದಿಗೆ ವಿಶ್ವದ ನಂ. 1 ಟೆಸ್ಟ್ ಆಲ್ ರೌಂಡರ್ ಎನಿಸಿಕೊಂಡಿರುವ ಜಡೇಜಾ, ಬ್ಯಾಟ್ಸ್‌ಮನ್‌ಗಳ ಟೆಸ್ಟ್ ಶ್ರೇಯಾಂಕದಲ್ಲಿ 25ನೇ ಸ್ಥಾನಕ್ಕೆ ಏರಿದ್ದಾರೆ. 2024ರ ಟರ್ನರ್‌ನಲ್ಲಿ ನಡೆದ 30ನೇ ಚಿನ್ನ ಪದಕ ಪಡೆದ ಸ್ಪಿನ್ನರ್ ಕುಲದೀಪ್ ಯಾದವ್ ಕೂಡ ಬಡ್ತಿ ಪಡೆದಿದ್ದಾರೆ. (601, 1186, 857, 1249)
page-number: ೧೧ (1407, 95, 1433, 121)
box-sa2-body: ಲಾರಾ ವೋಲ್ವಾರ್ಡ್ (ನಾಯಕಿ), ತಜ್ಮಿನ್ ಬ್ರಿಟ್ಸ್, ಸುನೆ ಲೂಸ್, ಮಾರಿಜಾನ್ ಕಾಪ್, ಅನ್ನೆಕೆ ಬಾಷ್, ಸಿನಾಲೋ ಜಾಫ್ತಾ, ಕ್ಲೋ ಟ್ರಯಾನ್, ನಾಡಿನ್ ಡಿ ಕ್ಲರ್ಕ್, ಮಸಾಬಾಟಾ ಕ್ಲಾಸ್, ಅಯಬೊಂಗಾ ಖಾಕಾ, ನಾನ್‌ಕುಲುಲೆಕೊ ಮ್ಲಾಬಾ, ತುಮಿ ಸೆಖುಖುನೆ, ನೊಂಡುಮಿಸೊ ಶಾಂಗಸೆ (1211, 652, 1481, 716)
chess-photo (1157, 1007, 1490, 1199)
clue-item: 9.ವಿಮಾನ (1087, 2246, 1123, 2258)
answers-down-list (1087, 2184, 1215, 2322)
puzzle-answer-label: ಉತ್ತರ (1134, 1990, 1168, 2009)
clue-item: 7.ಕಾರುಣ್ಯ 9.ವಿಜಯ (1087, 2090, 1160, 2102)
drone-body1: ಬೆಂಗಳೂರು: ರಕ್ಷಣಾ ಸಚಿವಾಲಯದ ಸಾರ್ವಜನಿಕ ವಲಯದ ಉದ್ದಿಮೆ ಭಾರತ್ ಎಲೆಕ್ಟ್ರಾನಿಕ್ಸ್ ಲಿಮಿಟೆಡ್ (ಬಿಇಎಲ್) ಮತ್ತು ಡ್ರೋನ್ ಉತ್ಪಾದಕ ಸಂಸ್ಥೆಯೊಂದು ಡ್ರೋನ್ ಸಾಮರ್ಥ್ಯವನ್ನು ವೇಗಗೊಳಿಸಲು ಒಪ್ಪಂದಕ್ಕೆ ಸಹಿ ಹಾಕಿವೆ. (774, 1412, 1004, 1475)
column-divider-4 (301, 1896, 302, 2319)
reg-dot (1330, 2359, 1339, 2368)
paper-name: ಹೊಸ ದಿಗಂತ (1228, 49, 1375, 87)
face (265, 1618, 317, 1682)
puzzle-title (831, 1903, 1055, 1948)
reg-dot (1368, 2359, 1377, 2368)
crossword-cell[interactable] (925, 2159, 970, 2199)
lead-caption (633, 801, 1196, 855)
clue-item: 2.ಬದುಕಿನ ಪಾಠ (3) (1231, 2147, 1305, 2159)
crossword-block (879, 2080, 925, 2120)
